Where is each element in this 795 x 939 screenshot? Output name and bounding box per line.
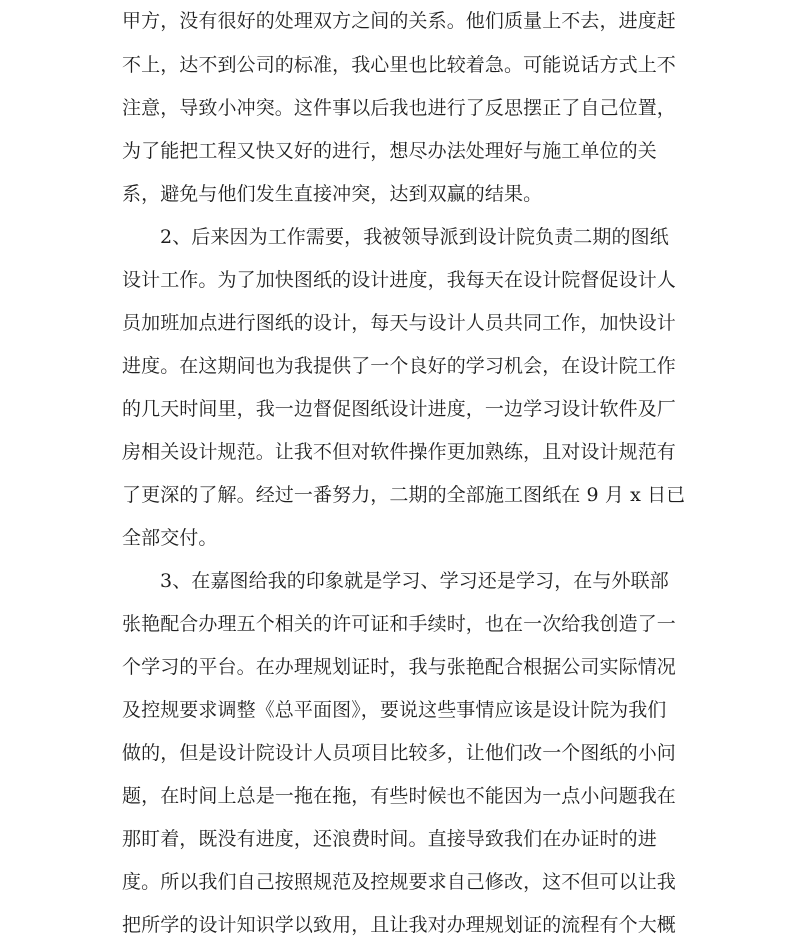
text-line: 为了能把工程又快又好的进行，想尽办法处理好与施工单位的关 [122, 140, 657, 162]
text-line: 不上，达不到公司的标准，我心里也比较着急。可能说话方式上不 [122, 54, 676, 76]
paragraph-start-line: 2、后来因为工作需要，我被领导派到设计院负责二期的图纸 [160, 226, 669, 248]
text-line: 进度。在这期间也为我提供了一个良好的学习机会，在设计院工作 [122, 355, 676, 377]
text-line: 房相关设计规范。让我不但对软件操作更加熟练，且对设计规范有 [122, 441, 676, 463]
text-line: 注意，导致小冲突。这件事以后我也进行了反思摆正了自己位置， [122, 97, 676, 119]
text-line: 及控规要求调整《总平面图》，要说这些事情应该是设计院为我们 [122, 699, 667, 721]
paragraph-start-line: 3、在嘉图给我的印象就是学习、学习还是学习，在与外联部 [160, 570, 669, 592]
text-line: 的几天时间里，我一边督促图纸设计进度，一边学习设计软件及厂 [122, 398, 676, 420]
text-line: 设计工作。为了加快图纸的设计进度，我每天在设计院督促设计人 [122, 269, 676, 291]
text-line: 了更深的了解。经过一番努力，二期的全部施工图纸在 9 月 x 日已 [122, 484, 686, 506]
text-line: 个学习的平台。在办理规划证时，我与张艳配合根据公司实际情况 [122, 656, 676, 678]
text-line: 系，避免与他们发生直接冲突，达到双赢的结果。 [122, 183, 543, 205]
text-line: 度。所以我们自己按照规范及控规要求自己修改，这不但可以让我 [122, 871, 676, 893]
text-line: 张艳配合办理五个相关的许可证和手续时，也在一次给我创造了一 [122, 613, 676, 635]
text-line: 把所学的设计知识学以致用，且让我对办理规划证的流程有个大概 [122, 914, 676, 936]
text-line: 全部交付。 [122, 527, 218, 549]
text-line: 那盯着，既没有进度，还浪费时间。直接导致我们在办证时的进 [122, 828, 657, 850]
text-line: 员加班加点进行图纸的设计，每天与设计人员共同工作，加快设计 [122, 312, 676, 334]
text-line: 甲方，没有很好的处理双方之间的关系。他们质量上不去，进度赶 [122, 10, 676, 32]
text-line: 做的，但是设计院设计人员项目比较多，让他们改一个图纸的小问 [122, 742, 676, 764]
text-line: 题，在时间上总是一拖在拖，有些时候也不能因为一点小问题我在 [122, 785, 676, 807]
